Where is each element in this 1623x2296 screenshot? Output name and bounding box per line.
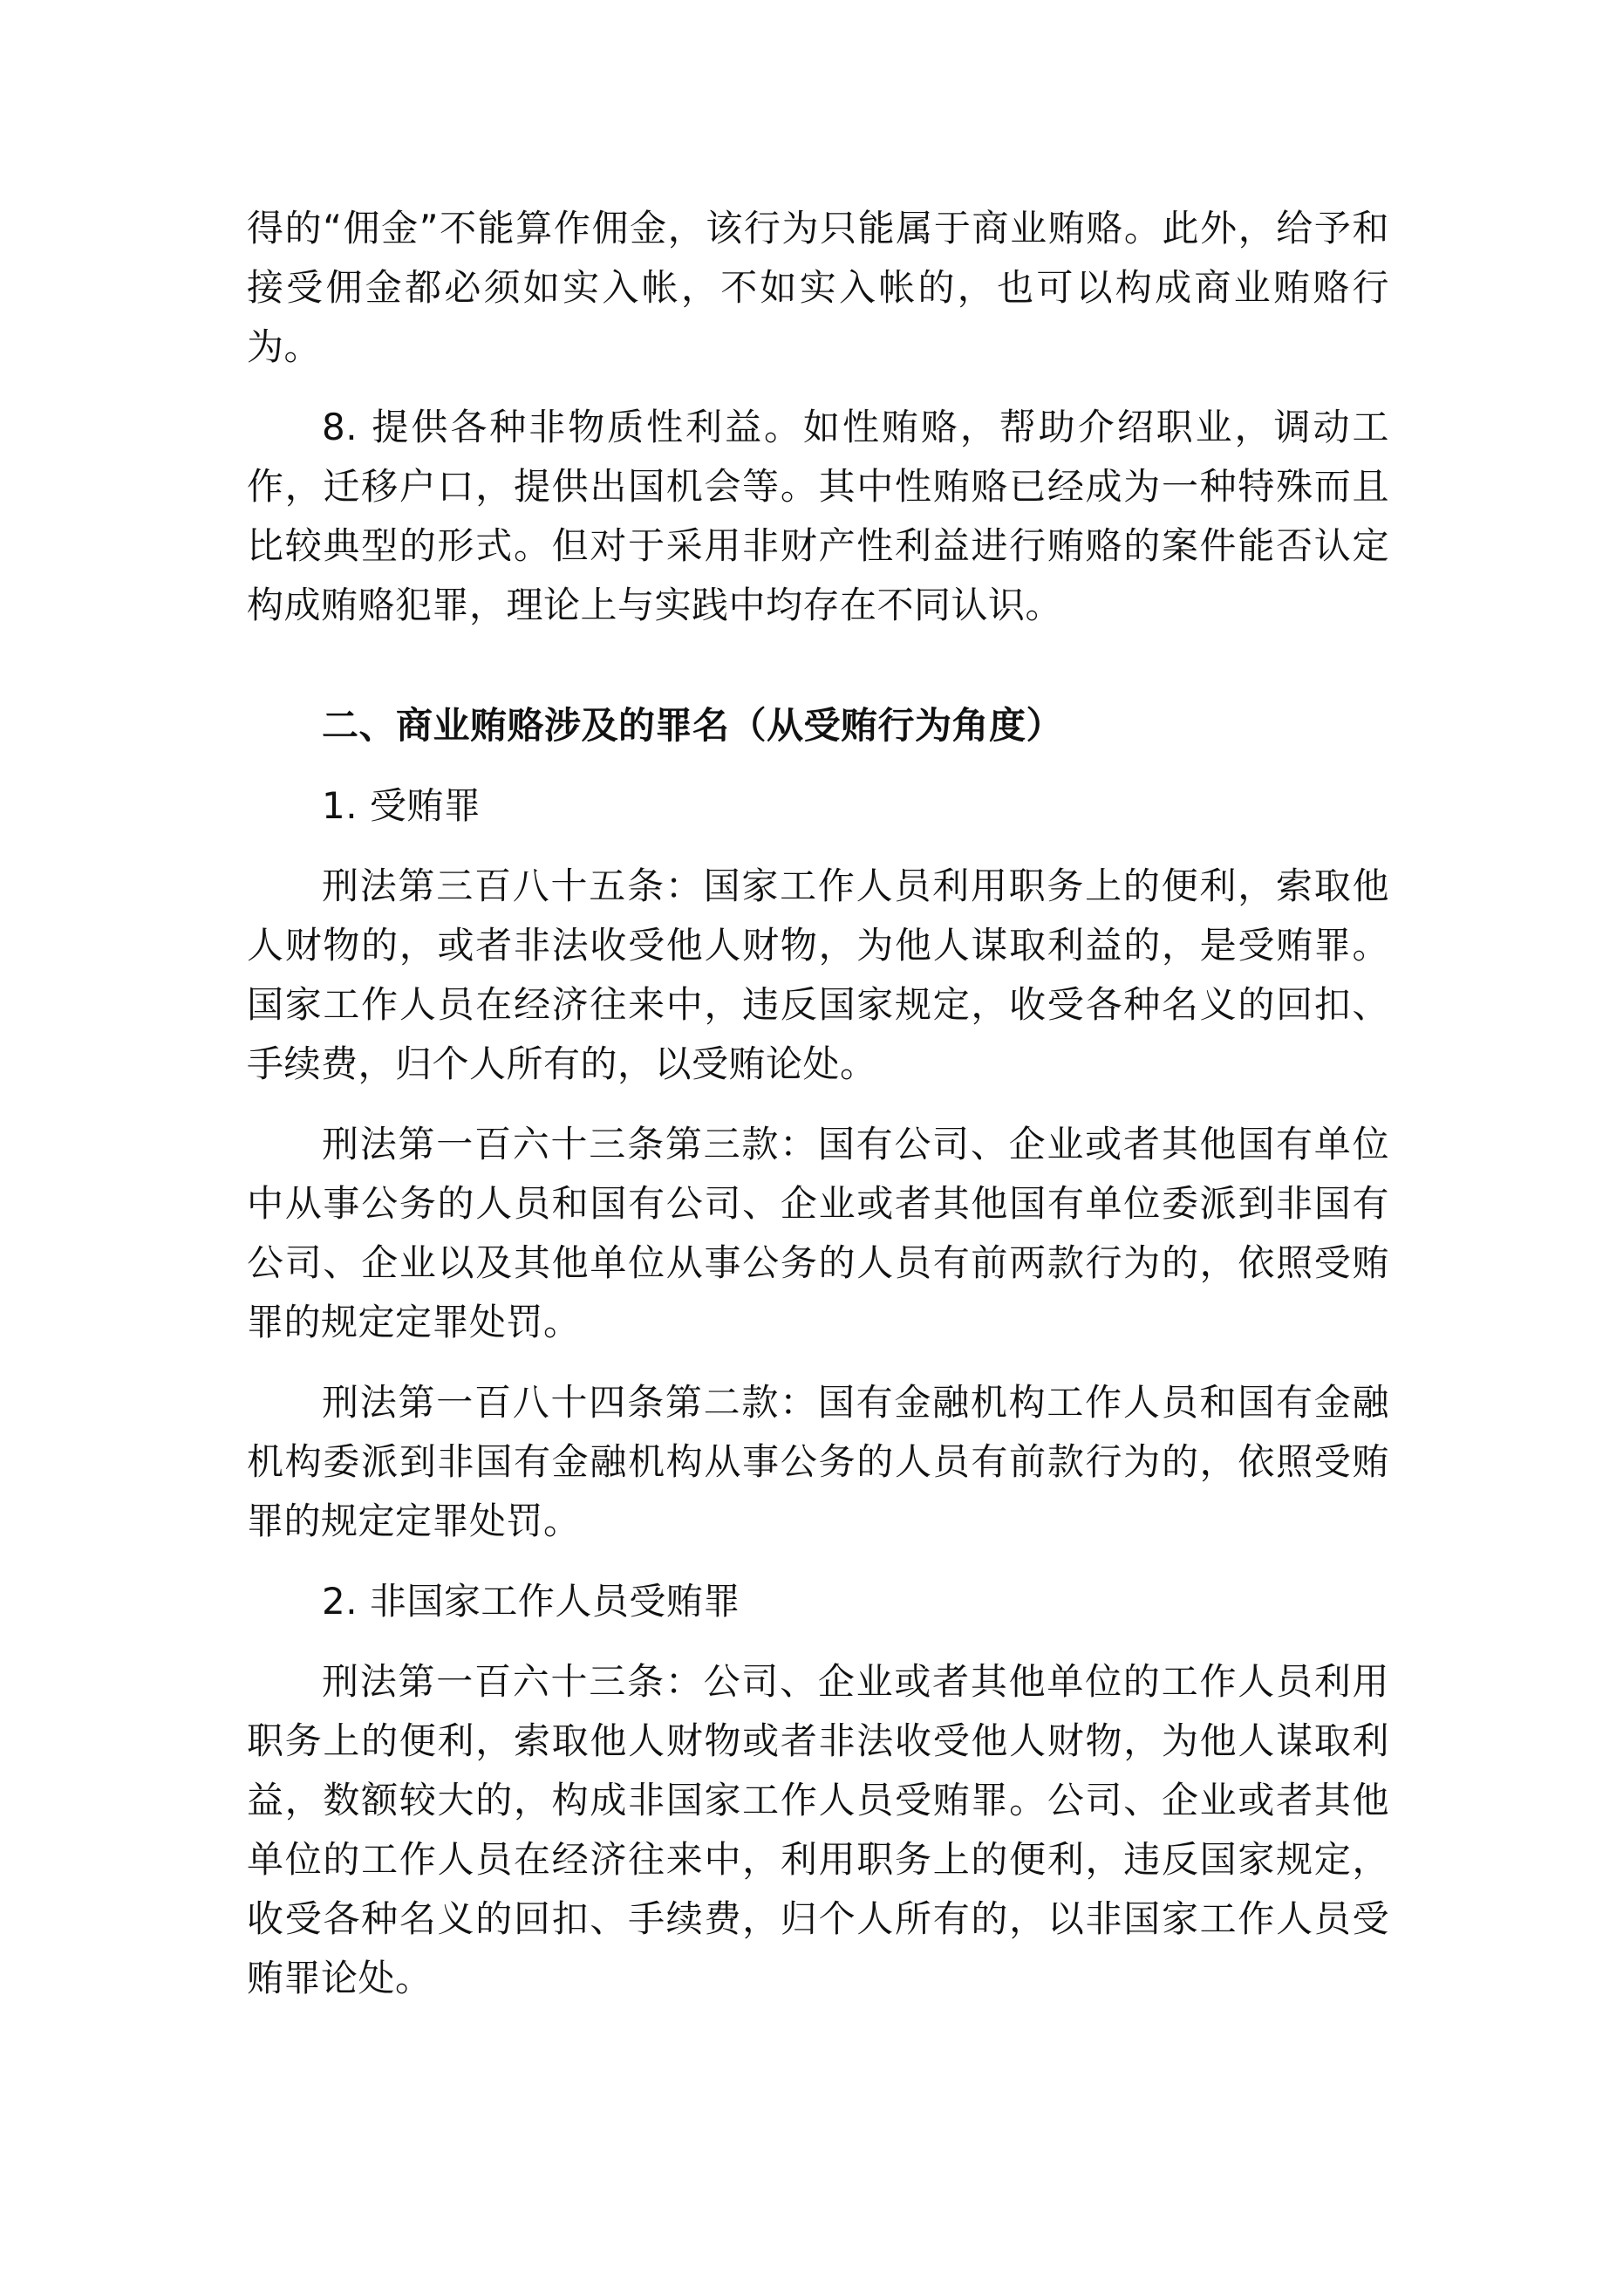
section-heading-crimes: 二、商业贿赂涉及的罪名（从受贿行为角度） [322,704,1064,747]
paragraph-commission-continuation: 得的“佣金”不能算作佣金，该行为只能属于商业贿赂。此外，给予和接受佣金都必须如实入帐，不如实入帐的，也可以构成商业贿赂行为。 [247,207,1389,368]
paragraph-article-385: 刑法第三百八十五条：国家工作人员利用职务上的便利，索取他人财物的，或者非法收受他人财物，为他人谋取利益的，是受贿罪。国家工作人员在经济往来中，违反国家规定，收受各种名义的回扣、手续费，归个人所有的，以受贿论处。 [247,864,1389,1085]
subheading-non-state-bribery: 2. 非国家工作人员受贿罪 [322,1580,740,1623]
paragraph-item-8: 8. 提供各种非物质性利益。如性贿赂，帮助介绍职业，调动工作，迁移户口，提供出国机会等。其中性贿赂已经成为一种特殊而且比较典型的形式。但对于采用非财产性利益进行贿赂的案件能否认定构成贿赂犯罪，理论上与实践中均存在不同认识。 [247,406,1389,626]
paragraph-article-163: 刑法第一百六十三条：公司、企业或者其他单位的工作人员利用职务上的便利，索取他人财物或者非法收受他人财物，为他人谋取利益，数额较大的，构成非国家工作人员受贿罪。公司、企业或者其他单位的工作人员在经济往来中，利用职务上的便利，违反国家规定，收受各种名义的回扣、手续费，归个人所有的，以非国家工作人员受贿罪论处。 [247,1660,1389,1999]
paragraph-article-184-clause-2: 刑法第一百八十四条第二款：国有金融机构工作人员和国有金融机构委派到非国有金融机构从事公务的人员有前款行为的，依照受贿罪的规定定罪处罚。 [247,1381,1389,1542]
paragraph-article-163-clause-3: 刑法第一百六十三条第三款：国有公司、企业或者其他国有单位中从事公务的人员和国有公司、企业或者其他国有单位委派到非国有公司、企业以及其他单位从事公务的人员有前两款行为的，依照受贿罪的规定定罪处罚。 [247,1123,1389,1343]
document-body [247,199,1389,2029]
subheading-bribery-crime: 1. 受贿罪 [322,784,481,827]
